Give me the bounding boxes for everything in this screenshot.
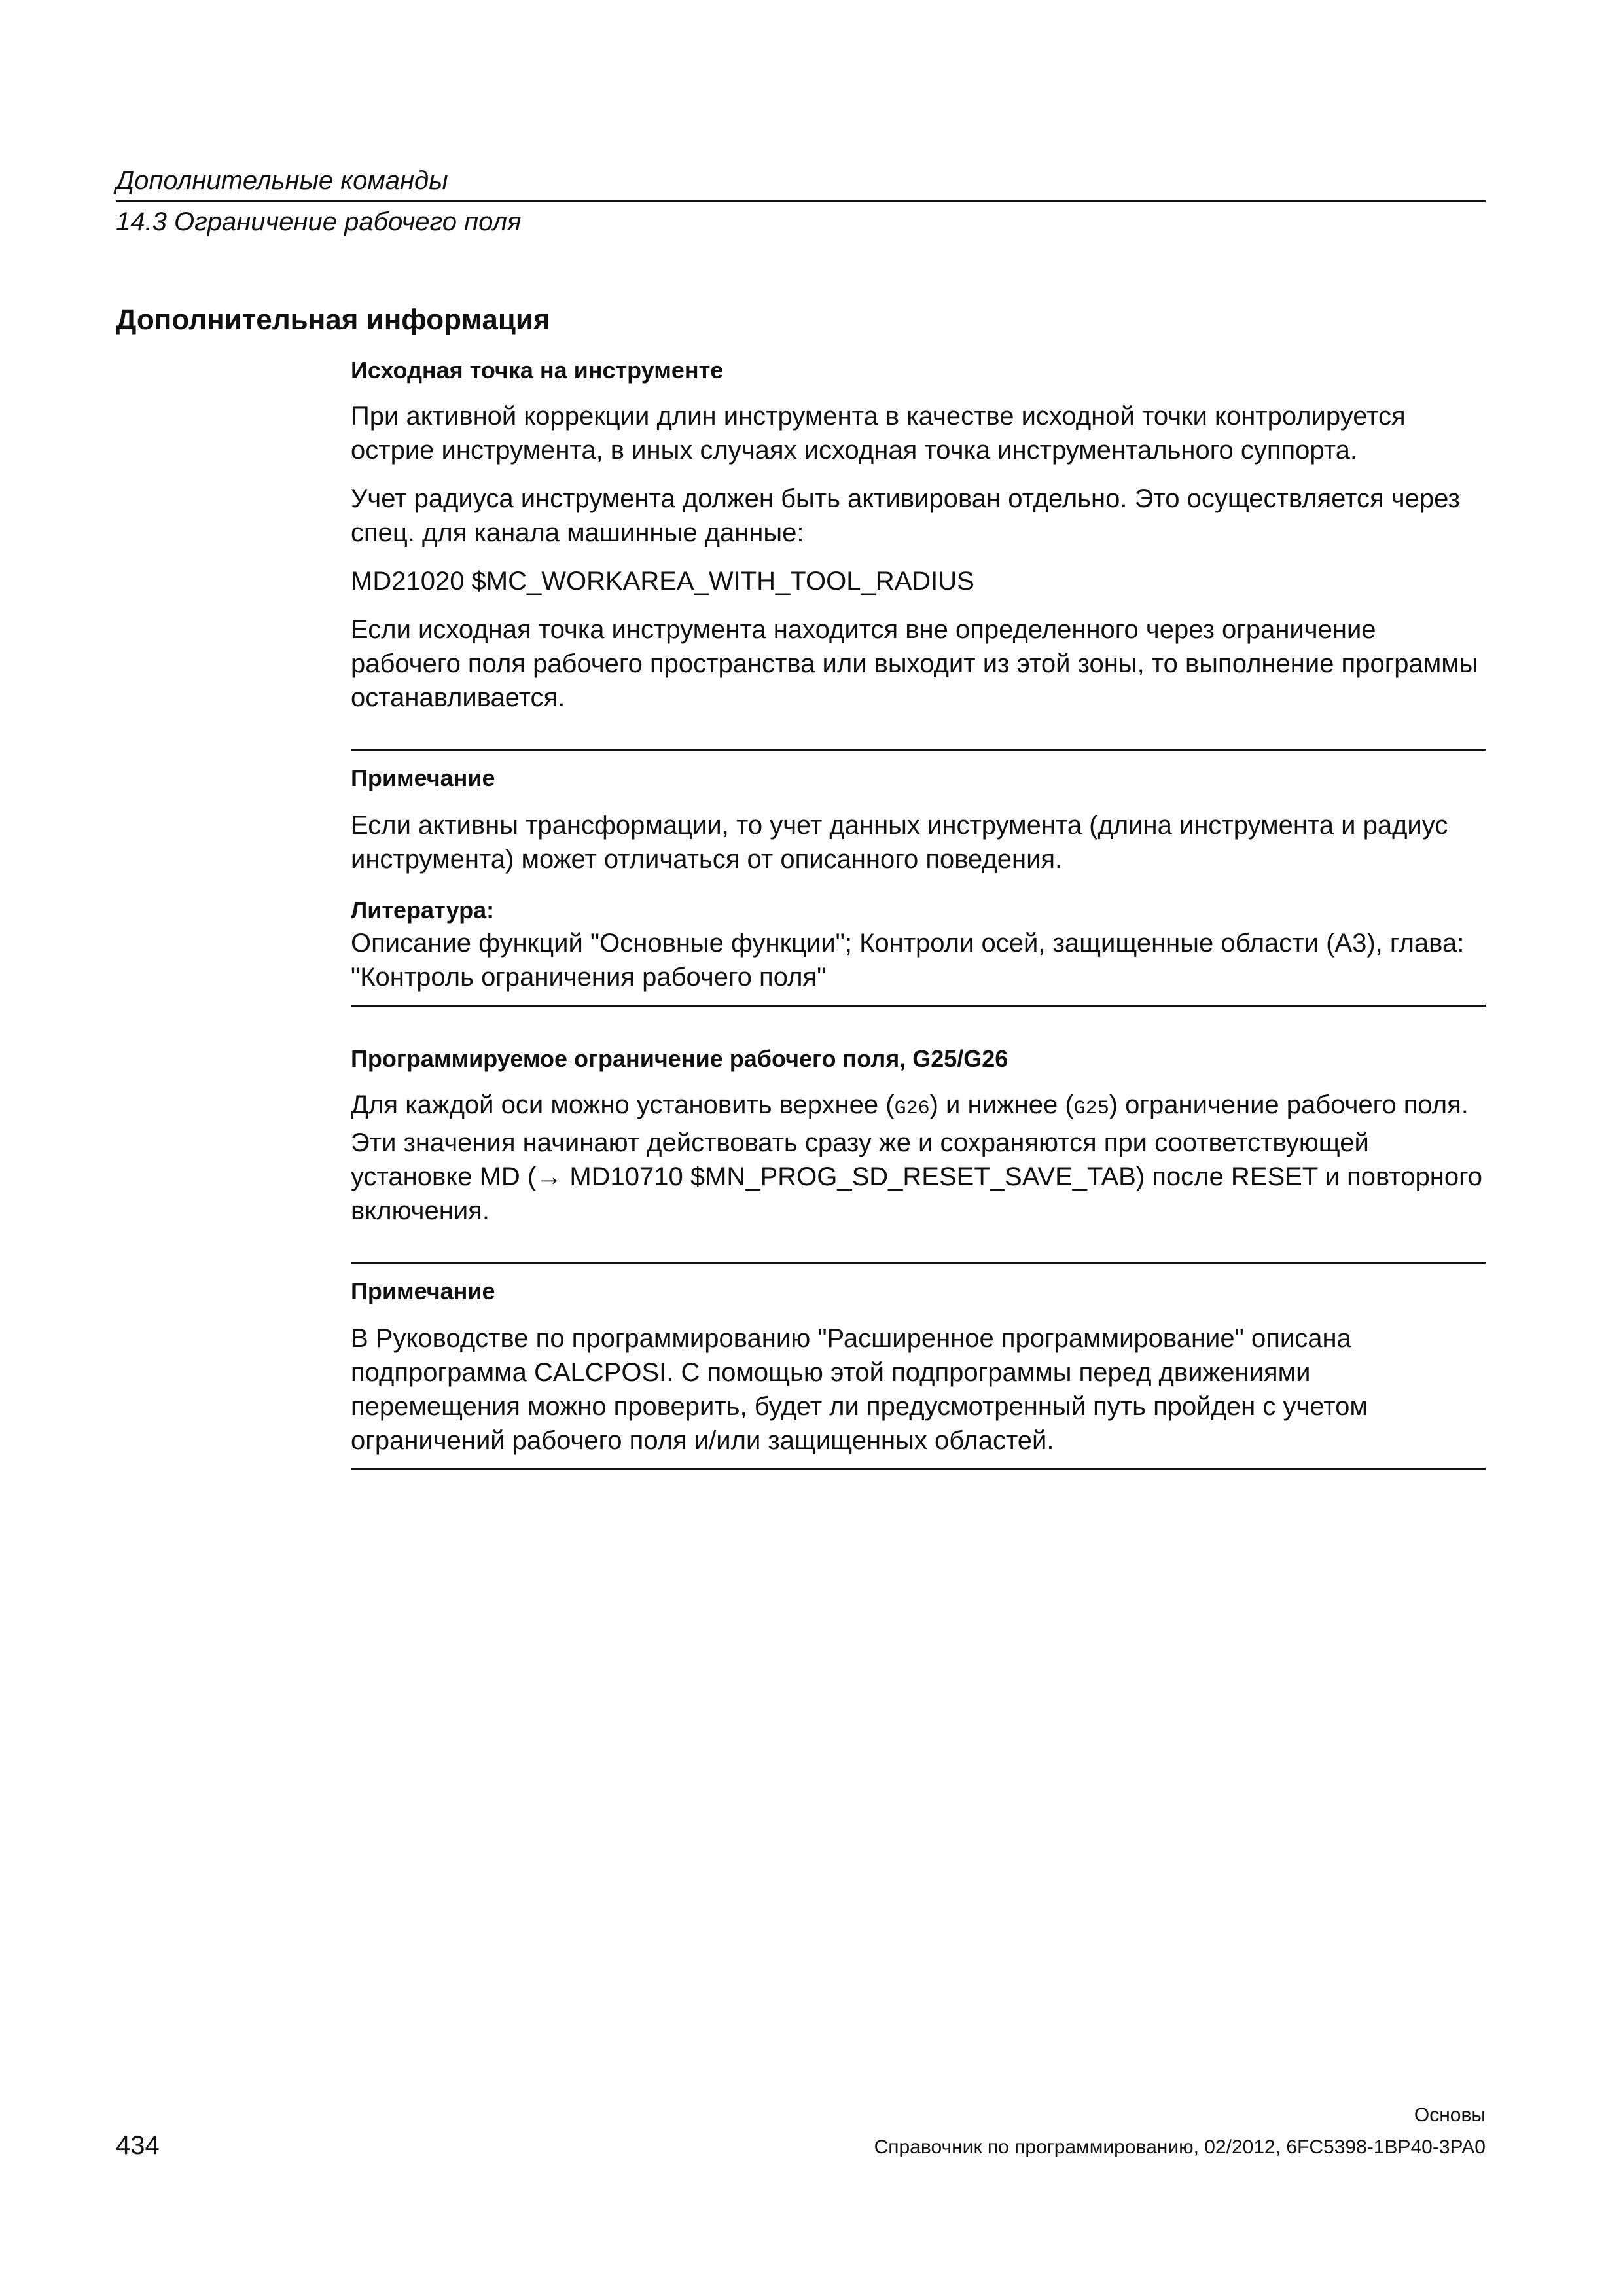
note-title: Примечание xyxy=(351,764,495,791)
note-text: Если активны трансформации, то учет данных инструмента (длина инструмента и радиус инструмента) может отличаться от описанного поведения. xyxy=(351,811,1448,874)
page-number: 434 xyxy=(116,2131,160,2160)
literature-text: Описание функций "Основные функции"; Контроли осей, защищенные области (A3), глава: "Контроль ограничения рабочего поля" xyxy=(351,929,1465,992)
footer-book-title: Основы xyxy=(1414,2104,1486,2126)
note-title: Примечание xyxy=(351,1278,495,1304)
tool-reference-heading: Исходная точка на инструменте xyxy=(351,357,724,384)
spacer xyxy=(351,1007,1486,1042)
spacer xyxy=(351,729,1486,749)
content-column xyxy=(351,353,1486,1470)
tool-reference-paragraph-2: Учет радиуса инструмента должен быть активирован отдельно. Это осуществляется через спец. для канала машинные данные: xyxy=(351,484,1460,547)
text-fragment: ) ограничение рабочего поля. Эти значения начинают действовать сразу же и сохраняются при соответствующей установке MD (→ MD10710 $MN_PROG_SD_RESET_SAVE_TAB) после RESET и повторного включения. xyxy=(351,1090,1483,1225)
spacer xyxy=(351,1242,1486,1262)
note-text: В Руководстве по программированию "Расширенное программирование" описана подпрограмма CALCPOSI. С помощью этой подпрограммы перед движениями перемещения можно проверить, будет ли предусмотренный путь пройден с учетом ограничений рабочего поля и/или защищенных областей. xyxy=(351,1324,1368,1455)
text-fragment: ) и нижнее ( xyxy=(929,1090,1074,1119)
footer-reference: Справочник по программированию, 02/2012, 6FC5398-1BP40-3PA0 xyxy=(874,2136,1486,2158)
tool-reference-paragraph-1: При активной коррекции длин инструмента в качестве исходной точки контролируется острие инструмента, в иных случаях исходная точка инструментального суппорта. xyxy=(351,402,1406,465)
header-divider xyxy=(116,200,1486,202)
running-header-chapter: Дополнительные команды xyxy=(116,166,448,195)
note-box-transformations xyxy=(351,749,1486,1007)
running-header-section: 14.3 Ограничение рабочего поля xyxy=(116,207,522,236)
main-heading: Дополнительная информация xyxy=(116,304,550,336)
code-g25: G25 xyxy=(1073,1098,1109,1120)
tool-reference-paragraph-3: Если исходная точка инструмента находится вне определенного через ограничение рабочего поля рабочего пространства или выходит из этой зоны, то выполнение программы останавливается. xyxy=(351,615,1478,712)
note-box-calcposi xyxy=(351,1262,1486,1470)
programmable-limit-paragraph xyxy=(351,1088,1486,1228)
machine-data-line: MD21020 $MC_WORKAREA_WITH_TOOL_RADIUS xyxy=(351,567,974,596)
text-fragment: Для каждой оси можно установить верхнее ( xyxy=(351,1090,895,1119)
literature-title: Литература: xyxy=(351,897,495,924)
code-g26: G26 xyxy=(894,1098,930,1120)
programmable-limit-heading: Программируемое ограничение рабочего поля, G25/G26 xyxy=(351,1045,1008,1072)
